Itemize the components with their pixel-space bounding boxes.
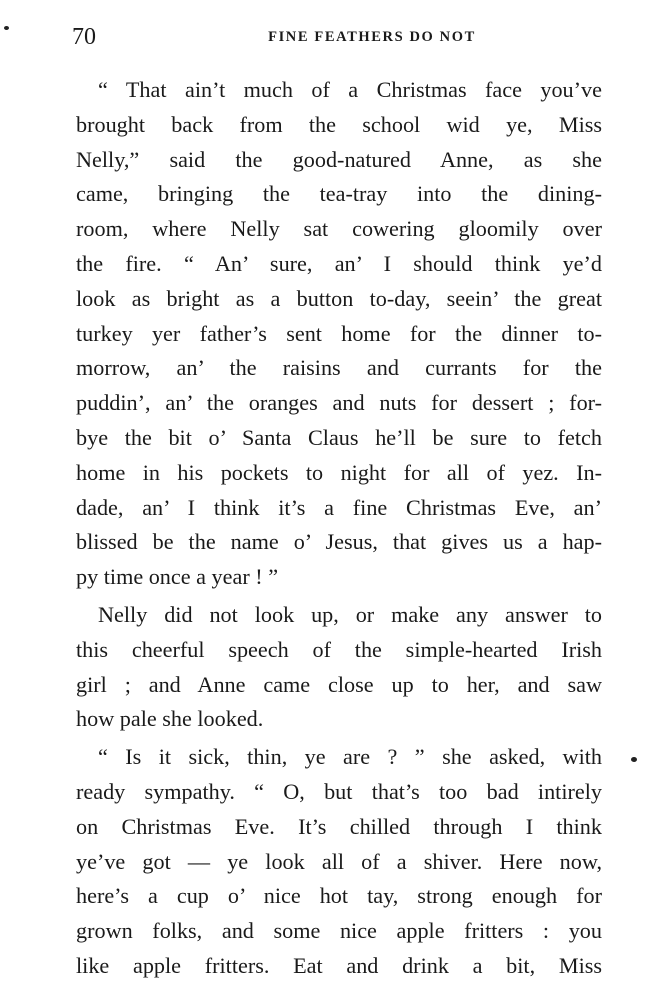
text-line: Nelly,” said the good-natured Anne, as she	[76, 146, 602, 172]
text-line: how pale she looked.	[76, 706, 264, 732]
running-title: FINE FEATHERS DO NOT	[268, 29, 476, 45]
running-head	[72, 22, 602, 52]
text-line: ready sympathy. “ O, but that’s too bad intirely	[76, 778, 602, 804]
text-line: brought back from the school wid ye, Miss	[76, 111, 602, 137]
text-line: ye’ve got — ye look all of a shiver. Here now,	[76, 848, 602, 874]
text-line: here’s a cup o’ nice hot tay, strong enough for	[76, 883, 602, 909]
text-line: came, bringing the tea-tray into the dining-	[76, 181, 602, 207]
ink-speck	[631, 757, 637, 762]
text-line: turkey yer father’s sent home for the dinner to-	[76, 320, 602, 346]
text-line: dade, an’ I think it’s a fine Christmas Eve, an’	[76, 494, 602, 520]
text-line: home in his pockets to night for all of yez. In-	[76, 459, 602, 485]
text-line: room, where Nelly sat cowering gloomily over	[76, 216, 602, 242]
text-line: py time once a year ! ”	[76, 564, 279, 590]
text-line: on Christmas Eve. It’s chilled through I think	[76, 813, 602, 839]
text-line: morrow, an’ the raisins and currants for the	[76, 355, 602, 381]
text-line: puddin’, an’ the oranges and nuts for dessert ; for-	[76, 390, 602, 416]
text-line: Nelly did not look up, or make any answer to	[98, 601, 602, 627]
text-line: bye the bit o’ Santa Claus he’ll be sure to fetch	[76, 424, 602, 450]
text-line: look as bright as a button to-day, seein’ the great	[76, 285, 602, 311]
text-line: this cheerful speech of the simple-hearted Irish	[76, 636, 602, 662]
text-line: grown folks, and some nice apple fritters : you	[76, 918, 602, 944]
page-number: 70	[72, 24, 96, 50]
text-line: like apple fritters. Eat and drink a bit, Miss	[76, 952, 602, 978]
text-line: the fire. “ An’ sure, an’ I should think ye’d	[76, 250, 602, 276]
text-line: blissed be the name o’ Jesus, that gives us a hap-	[76, 529, 602, 555]
text-line: “ That ain’t much of a Christmas face you’ve	[98, 77, 602, 102]
text-line: girl ; and Anne came close up to her, and saw	[76, 671, 602, 697]
text-line: “ Is it sick, thin, ye are ? ” she asked, with	[98, 744, 602, 770]
ink-speck	[4, 26, 9, 30]
body-text	[76, 73, 602, 984]
